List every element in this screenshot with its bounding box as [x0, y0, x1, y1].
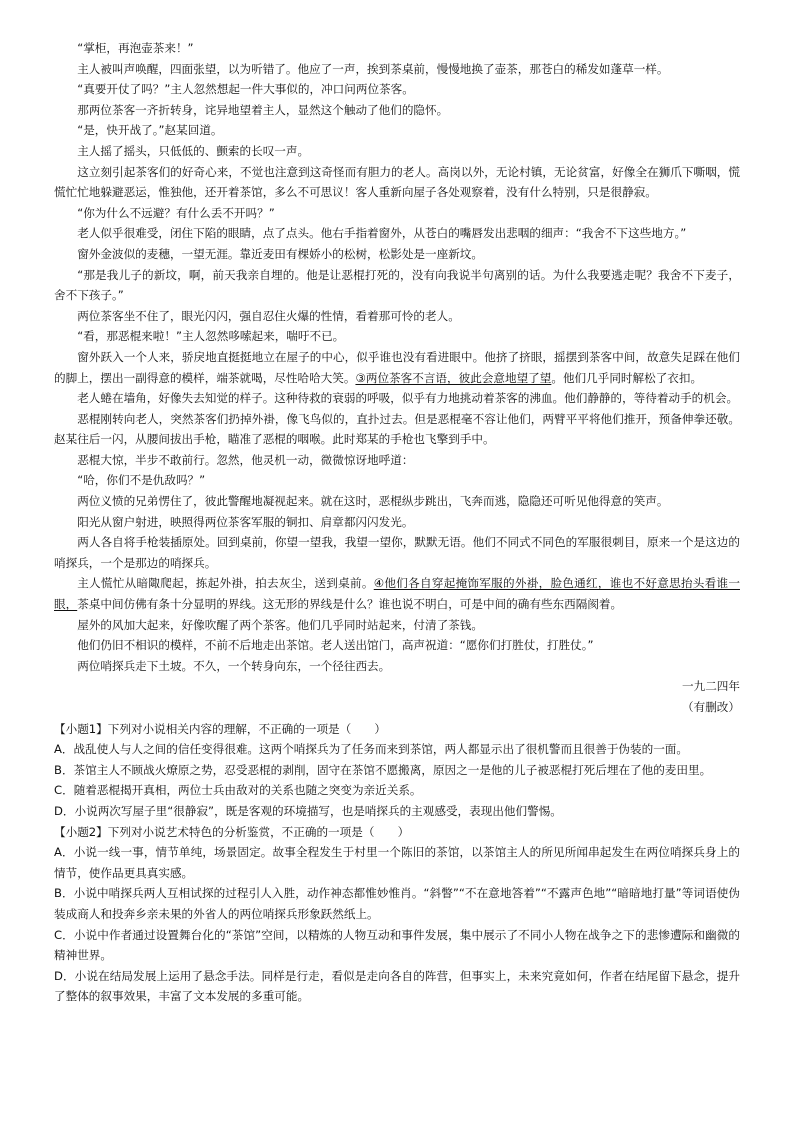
- question-option-b: B．茶馆主人不顾战火燎原之势，忍受恶棍的剥削，固守在茶馆不愿搬离，原因之一是他的儿子被恶棍打死后埋在了他的麦田里。: [54, 762, 712, 777]
- question-option-c: C．随着恶棍揭开真相，两位士兵由敌对的关系也随之突变为亲近关系。: [54, 783, 422, 798]
- story-paragraph: 两人各自将手枪装插原处。回到桌前，你望一望我，我望一望你，默默无语。他们不同式不同色的军服很刺目，原来一个是这边的哨探兵，一个是那边的哨探兵。: [54, 535, 740, 570]
- question-stem: 【小题1】下列对小说相关内容的理解，不正确的一项是（ ）: [54, 721, 387, 736]
- story-paragraph: 主人被叫声唤醒，四面张望，以为听错了。他应了一声，挨到茶桌前，慢慢地换了壶茶，那苍白的稀发如蓬草一样。: [77, 61, 669, 76]
- story-paragraph: “那是我儿子的新坟，啊，前天我亲自埋的。他是让恶棍打死的，没有向我说半句离别的话。为什么我要逃走呢？我舍不下麦子，舍不下孩子。”: [54, 267, 740, 303]
- story-text: 。他们几乎同时解松了衣扣。: [551, 370, 703, 385]
- story-paragraph: “看，那恶棍来啦！”主人忽然哆嗦起来，喘吁不已。: [77, 329, 345, 344]
- story-paragraph: 他们仍旧不相识的模样，不前不后地走出茶馆。老人送出馆门，高声祝道：“愿你们打胜仗，打胜仗。”: [77, 638, 594, 653]
- story-paragraph: 主人摇了摇头，只低低的、颤索的长叹一声。: [77, 143, 310, 158]
- story-paragraph: “是，快开战了。”赵某回道。: [77, 123, 223, 138]
- story-paragraph: 两位义愤的兄弟愣住了，彼此警醒地凝视起来。就在这时，恶棍纵步跳出，飞奔而逃，隐隐还可听见他得意的笑声。: [77, 494, 669, 509]
- dateline: 一九二四年: [682, 679, 740, 694]
- underlined-sentence-4: ④他们各自穿起掩饰军服的外褂，脸色通红，谁也不好意思抬头看谁一眼，: [54, 576, 740, 612]
- story-paragraph-with-underline: [54, 347, 740, 388]
- story-paragraph-with-underline: [54, 573, 740, 614]
- story-paragraph: 阳光从窗户射进，映照得两位茶客军服的铜扣、肩章都闪闪发光。: [77, 514, 414, 529]
- story-paragraph: 那两位茶客一齐折转身，诧异地望着主人，显然这个触动了他们的隐怀。: [77, 102, 449, 117]
- story-paragraph: 老人蜷在墙角，好像失去知觉的样子。这种待救的衰弱的呼吸，似乎有力地挑动着茶客的沸血。他们静静的，等待着动手的机会。: [77, 391, 739, 406]
- question-1: [54, 719, 740, 822]
- question-option-a: A．小说一线一事，情节单纯，场景固定。故事全程发生于村里一个陈旧的茶馆，以茶馆主人的所见所闻串起发生在两位哨探兵身上的情节，使作品更具真实感。: [54, 845, 740, 880]
- story-paragraph: 屋外的风加大起来，好像吹醒了两个茶客。他们几乎同时站起来，付清了茶钱。: [77, 617, 483, 632]
- question-option-b: B．小说中哨探兵两人互相试探的过程引人入胜，动作神态都惟妙惟肖。“斜瞥”“不在意地答着”“不露声色地”“暗暗地打量”等词语使伪装成商人和投奔乡亲未果的外省人的两位哨探兵形象跃然纸上。: [54, 886, 740, 921]
- story-paragraph: 恶棍大惊，半步不敢前行。忽然，他灵机一动，微微惊讶地呼道：: [77, 452, 414, 467]
- story-paragraph: 老人似乎很难受，闭住下陷的眼睛，点了点头。他右手指着窗外，从苍白的嘴唇发出悲咽的细声：“我舍不下这些地方。”: [77, 226, 687, 241]
- question-option-d: D．小说两次写屋子里“很静寂”，既是客观的环境描写，也是哨探兵的主观感受，表现出他们警惕。: [54, 803, 562, 818]
- story-text: 茶桌中间仿佛有条十分显明的界线。这无形的界线是什么？谁也说不明白，可是中间的确有些东西隔阂着。: [77, 597, 623, 612]
- underlined-sentence-3: ③两位茶客不言语，彼此会意地望了望: [355, 370, 552, 385]
- question-option-d: D．小说在结局发展上运用了悬念手法。同样是行走，看似是走向各自的阵营，但事实上，未来究竟如何，作者在结尾留下悬念，提升了整体的叙事效果，丰富了文本发展的多重可能。: [54, 968, 740, 1004]
- question-option-c: C．小说中作者通过设置舞台化的“茶馆”空间，以精炼的人物互动和事件发展，集中展示了不同小人物在战争之下的悲惨遭际和幽微的精神世界。: [54, 927, 740, 963]
- story-paragraph: “你为什么不远避？有什么丢不开吗？”: [77, 205, 275, 220]
- story-text: 主人慌忙从暗陬爬起，拣起外褂，拍去灰尘，送到桌前。: [77, 576, 374, 591]
- edit-note: （有删改）: [682, 700, 740, 714]
- story-paragraph: “真要开仗了吗？”主人忽然想起一件大事似的，冲口问两位茶客。: [77, 82, 414, 97]
- question-2: [54, 822, 740, 1007]
- question-option-a: A．战乱使人与人之间的信任变得很难。这两个哨探兵为了任务而来到茶馆，两人都显示出了很机警而且很善于伪装的一面。: [54, 742, 688, 757]
- story-paragraph: 这立刻引起茶客们的好奇心来，不觉也注意到这奇怪而有胆力的老人。高岗以外，无论村镇，无论贫富，好像全在狮爪下嘶咽，慌慌忙忙地躲避恶运，惟独他，还开着茶馆，多么不可思议！客人重新向屋子各处观察着，没有什么特别，只是很静寂。: [54, 164, 740, 200]
- story-paragraph: “掌柜，再泡壶茶来！”: [77, 41, 194, 55]
- story-paragraph: 两位茶客坐不住了，眼光闪闪，强自忍住火爆的性情，看着那可怜的老人。: [77, 308, 460, 323]
- story-paragraph: 恶棍刚转向老人，突然茶客们扔掉外褂，像飞鸟似的，直扑过去。但是恶棍毫不容让他们，两臂平平将他们推开，预备伸拳还敬。赵某往后一闪，从腰间拔出手枪，瞄准了恶棍的咽喉。此时郑某的手枪也飞擎到手中。: [54, 411, 740, 447]
- document-page: [54, 38, 740, 1007]
- question-stem: 【小题2】下列对小说艺术特色的分析鉴赏，不正确的一项是（ ）: [54, 824, 410, 839]
- story-paragraph: 窗外金波似的麦穗，一望无涯。靠近麦田有棵娇小的松树，松影处是一座新坟。: [77, 246, 483, 261]
- story-paragraph: 两位哨探兵走下土坡。不久，一个转身向东，一个径往西去。: [77, 658, 391, 673]
- story-text: 窗外跃入一个人来，骄戾地直挺挺地立在屋子的中心，似乎谁也没有看进眼中。他挤了挤眼，摇摆到茶客中间，故意失足踩在他们的脚上，摆出一副得意的模样，端茶就喝，尽性哈哈大笑。: [54, 349, 740, 385]
- story-paragraph: “哈，你们不是仇敌吗？”: [77, 473, 206, 488]
